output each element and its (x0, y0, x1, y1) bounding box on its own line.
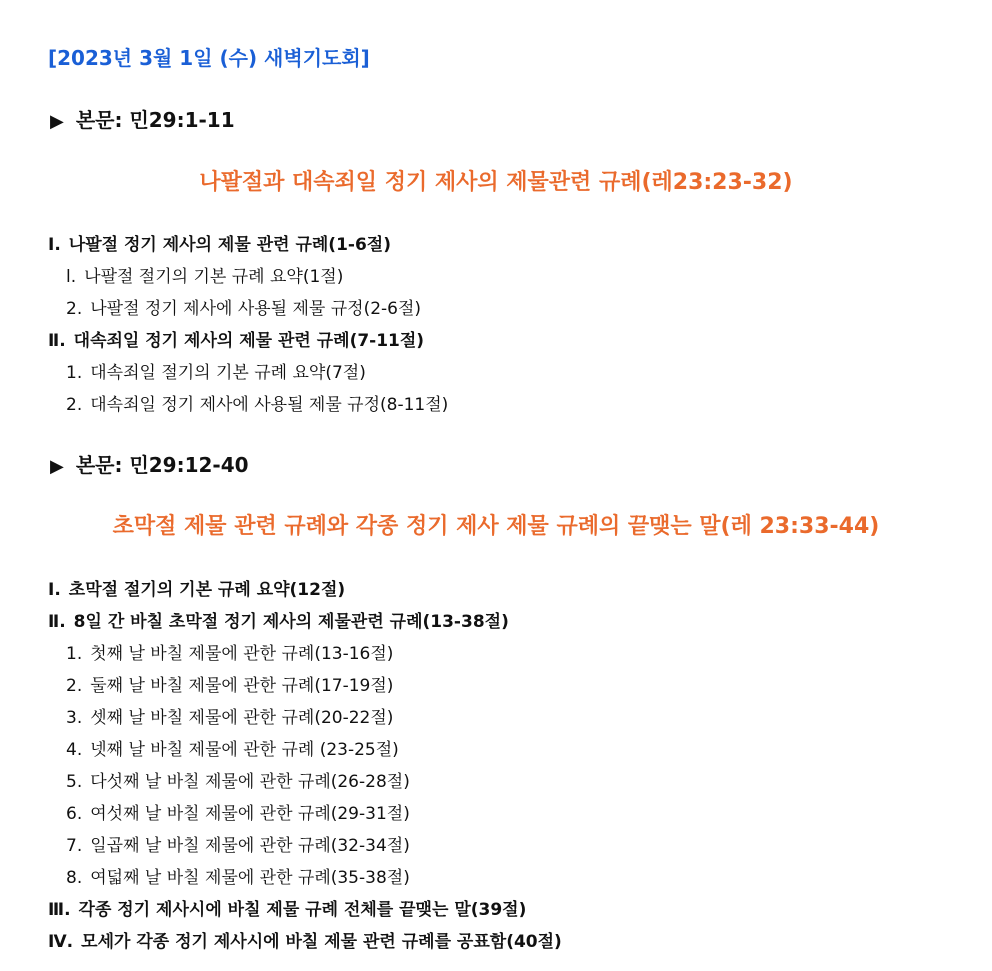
outline-text: 둘째 날 바칠 제물에 관한 규례(17-19절) (90, 676, 394, 696)
outline-text: 모세가 각종 정기 제사시에 바칠 제물 관련 규례를 공표함(40절) (81, 932, 562, 952)
outline-number: Ⅱ. (48, 331, 66, 351)
outline-text: 나팔절 정기 제사의 제물 관련 규례(1-6절) (68, 235, 391, 255)
triangle-right-icon: ▶ (50, 111, 64, 132)
outline-number: 6. (66, 804, 83, 824)
outline-minor-item (66, 262, 343, 287)
outline-text: 각종 정기 제사시에 바칠 제물 규례 전체를 끝맺는 말(39절) (78, 900, 527, 920)
outline-number: 3. (66, 708, 83, 728)
outline-text: 넷째 날 바칠 제물에 관한 규례 (23-25절) (90, 740, 399, 760)
outline-minor-item (66, 767, 410, 792)
outline-text: 여섯째 날 바칠 제물에 관한 규례(29-31절) (90, 804, 410, 824)
outline-major-item (48, 230, 391, 255)
outline-text: 대속죄일 정기 제사에 사용될 제물 규정(8-11절) (90, 395, 449, 415)
outline-number: 8. (66, 868, 83, 888)
passage-text: 본문: 민29:12-40 (75, 453, 249, 477)
outline-number: 2. (66, 299, 83, 319)
outline-text: 다섯째 날 바칠 제물에 관한 규례(26-28절) (90, 772, 410, 792)
outline-major-item (48, 607, 509, 632)
outline-minor-item (66, 294, 421, 319)
passage-reference (50, 449, 249, 478)
outline-minor-item (66, 735, 399, 760)
outline-minor-item (66, 639, 393, 664)
passage-reference (50, 104, 235, 133)
outline-text: 셋째 날 바칠 제물에 관한 규례(20-22절) (90, 708, 394, 728)
outline-text: 나팔절 정기 제사에 사용될 제물 규정(2-6절) (90, 299, 422, 319)
triangle-right-icon: ▶ (50, 456, 64, 477)
outline-minor-item (66, 831, 410, 856)
outline-text: 초막절 절기의 기본 규례 요약(12절) (68, 580, 346, 600)
outline-number: Ⅲ. (48, 900, 71, 920)
outline-text: 8일 간 바칠 초막절 정기 제사의 제물관련 규례(13-38절) (73, 612, 509, 632)
outline-major-item (48, 575, 345, 600)
outline-text: 첫째 날 바칠 제물에 관한 규례(13-16절) (90, 644, 394, 664)
outline-major-item (48, 326, 424, 351)
outline-number: 2. (66, 395, 83, 415)
outline-major-item (48, 927, 562, 952)
outline-text: 여덟째 날 바칠 제물에 관한 규례(35-38절) (90, 868, 410, 888)
outline-number: Ⅰ. (48, 580, 61, 600)
outline-number: Ⅱ. (48, 612, 66, 632)
outline-text: 나팔절 절기의 기본 규례 요약(1절) (84, 267, 344, 287)
outline-text: 대속죄일 절기의 기본 규례 요약(7절) (90, 363, 366, 383)
outline-text: 일곱째 날 바칠 제물에 관한 규례(32-34절) (90, 836, 410, 856)
outline-minor-item (66, 358, 366, 383)
outline-number: Ⅳ. (48, 932, 74, 952)
outline-minor-item (66, 799, 410, 824)
outline-number: 7. (66, 836, 83, 856)
outline-minor-item (66, 863, 410, 888)
outline-minor-item (66, 671, 393, 696)
outline-number: 5. (66, 772, 83, 792)
outline-number: Ⅰ. (48, 235, 61, 255)
sermon-title: 초막절 제물 관련 규례와 각종 정기 제사 제물 규례의 끝맺는 말(레 23:33-44) (112, 514, 880, 539)
outline-text: 대속죄일 정기 제사의 제물 관련 규례(7-11절) (73, 331, 425, 351)
outline-number: 1. (66, 363, 83, 383)
outline-number: 1. (66, 644, 83, 664)
outline-number: 2. (66, 676, 83, 696)
outline-major-item (48, 895, 526, 920)
service-date-heading: [2023년 3월 1일 (수) 새벽기도회] (48, 46, 370, 70)
sermon-title: 나팔절과 대속죄일 정기 제사의 제물관련 규례(레23:23-32) (199, 170, 793, 195)
passage-text: 본문: 민29:1-11 (75, 108, 235, 132)
outline-number: l. (66, 267, 77, 287)
outline-number: 4. (66, 740, 83, 760)
outline-minor-item (66, 703, 393, 728)
outline-minor-item (66, 390, 448, 415)
